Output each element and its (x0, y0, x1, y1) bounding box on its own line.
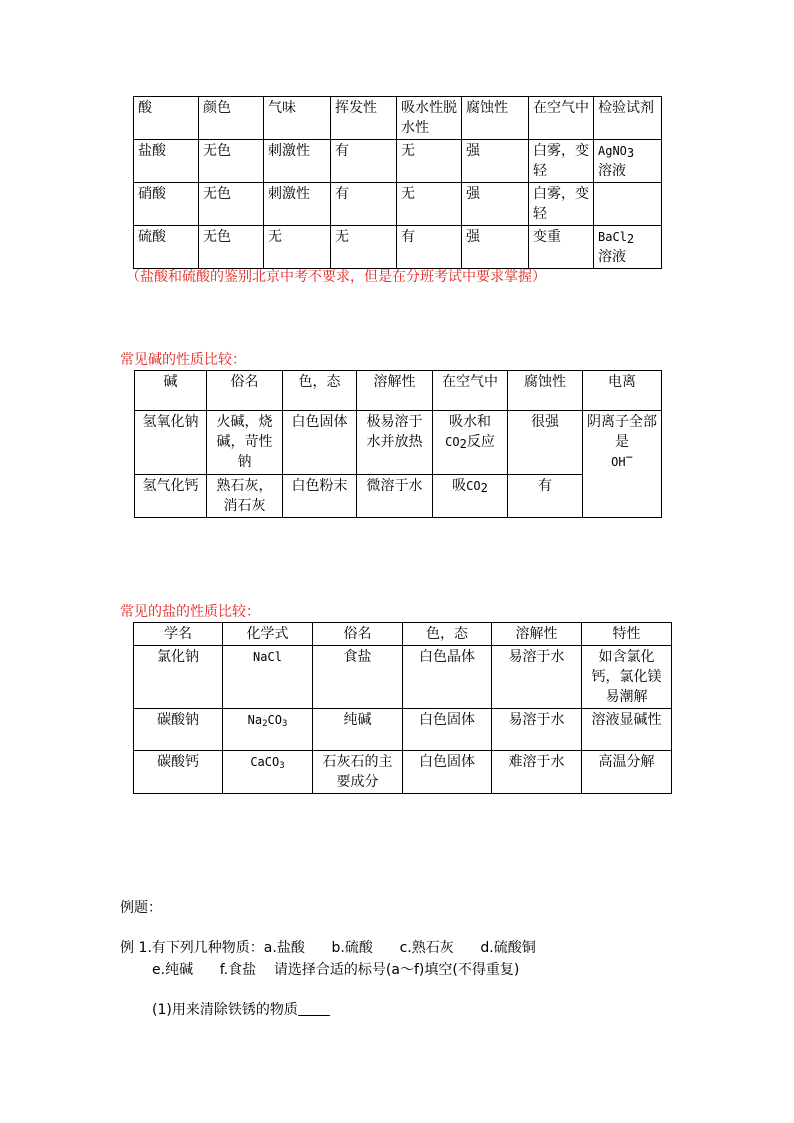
example-1-line-1: 例 1.有下列几种物质：a.盐酸 b.硫酸 c.熟石灰 d.硫酸铜 (120, 940, 536, 956)
salt-header: 特性 (582, 623, 672, 646)
formula-co2: CO (466, 479, 481, 493)
subscript: 2 (480, 481, 488, 495)
table-cell (433, 475, 508, 518)
table-cell: 极易溶于水并放热 (357, 411, 433, 475)
table-cell (594, 226, 662, 269)
salt-header: 化学式 (223, 623, 313, 646)
table-cell: 无色 (199, 183, 264, 226)
table-row (134, 751, 672, 794)
base-header-row (135, 371, 662, 411)
table-row (134, 140, 662, 183)
table-row (135, 411, 662, 475)
table-row (135, 475, 662, 518)
salt-header: 色，态 (403, 623, 492, 646)
table-row (134, 709, 672, 751)
formula-part: CaCO (250, 755, 280, 769)
subscript: 2 (459, 437, 467, 451)
base-header: 在空气中 (433, 371, 508, 411)
table-cell: 强 (462, 183, 529, 226)
acid-header: 在空气中 (529, 97, 594, 140)
table-cell: 氢气化钙 (135, 475, 207, 518)
acid-header: 挥发性 (331, 97, 397, 140)
ionization-text: 阴离子全部是 (587, 414, 657, 450)
base-section-title: 常见碱的性质比较： (120, 352, 246, 368)
acid-header: 检验试剂 (594, 97, 662, 140)
air-text-tail: 反应 (466, 434, 495, 450)
ionization-cell (583, 411, 662, 518)
table-cell: 白色固体 (403, 709, 492, 751)
table-row (134, 183, 662, 226)
table-cell: NaCl (223, 646, 313, 709)
table-cell: 高温分解 (582, 751, 672, 794)
table-cell: 溶液显碱性 (582, 709, 672, 751)
table-cell: 碳酸钠 (134, 709, 223, 751)
reagent-suffix: 溶液 (598, 249, 626, 265)
table-cell: 无 (264, 226, 331, 269)
subscript: 3 (279, 761, 285, 771)
table-cell: 硝酸 (134, 183, 199, 226)
table-cell: 无 (397, 140, 462, 183)
air-text: 吸 (452, 478, 467, 494)
table-cell: 刺激性 (264, 183, 331, 226)
table-cell: 无 (331, 226, 397, 269)
table-cell: 强 (462, 226, 529, 269)
acid-header: 腐蚀性 (462, 97, 529, 140)
subscript: 2 (262, 719, 268, 729)
reagent-suffix: 溶液 (598, 163, 626, 179)
salt-header: 俗名 (313, 623, 403, 646)
table-cell: 变重 (529, 226, 594, 269)
base-table (134, 370, 662, 518)
acid-header: 气味 (264, 97, 331, 140)
salt-section-title: 常见的盐的性质比较： (120, 604, 260, 620)
table-cell (433, 411, 508, 475)
table-cell: 白色固体 (403, 751, 492, 794)
table-cell: 硫酸 (134, 226, 199, 269)
table-cell: 白雾，变轻 (529, 183, 594, 226)
acid-header: 颜色 (199, 97, 264, 140)
table-cell: 强 (462, 140, 529, 183)
example-1-line-2: e.纯碱 f.食盐 请选择合适的标号(a～f)填空(不得重复) (152, 962, 520, 978)
base-header: 电离 (583, 371, 662, 411)
formula-agno3: AgNO (598, 144, 627, 158)
base-header: 溶解性 (357, 371, 433, 411)
table-cell: 无 (397, 183, 462, 226)
acid-header-row (134, 97, 662, 140)
formula-part: CO (267, 713, 282, 727)
table-cell: 有 (508, 475, 583, 518)
salt-header: 溶解性 (492, 623, 582, 646)
table-cell (223, 751, 313, 794)
table-cell: 氯化钠 (134, 646, 223, 709)
table-cell (594, 140, 662, 183)
acid-header: 酸 (134, 97, 199, 140)
table-cell: 盐酸 (134, 140, 199, 183)
formula-bacl2: BaCl (598, 230, 627, 244)
subscript: 3 (281, 719, 288, 729)
acid-header: 吸水性脱水性 (397, 97, 462, 140)
salt-table (133, 622, 672, 794)
table-cell: 易溶于水 (492, 646, 582, 709)
table-cell: 无色 (199, 226, 264, 269)
example-heading: 例题： (120, 900, 162, 916)
table-row (134, 646, 672, 709)
table-cell (223, 709, 313, 751)
formula-oh: OH (611, 455, 626, 469)
superscript: − (625, 450, 633, 464)
acid-table (133, 96, 662, 269)
table-row (134, 226, 662, 269)
table-cell (594, 183, 662, 226)
formula-part: Na (247, 713, 263, 727)
air-text: 吸水和 (449, 414, 491, 430)
base-header: 碱 (135, 371, 207, 411)
example-1-question-1 (152, 1000, 330, 1020)
table-cell: 火碱，烧碱，苛性钠 (207, 411, 283, 475)
salt-header: 学名 (134, 623, 223, 646)
table-cell: 纯碱 (313, 709, 403, 751)
answer-blank[interactable] (298, 1001, 330, 1016)
base-header: 腐蚀性 (508, 371, 583, 411)
table-cell: 无色 (199, 140, 264, 183)
table-cell: 刺激性 (264, 140, 331, 183)
table-cell: 白色晶体 (403, 646, 492, 709)
base-header: 俗名 (207, 371, 283, 411)
table-cell: 食盐 (313, 646, 403, 709)
table-cell: 白色固体 (283, 411, 357, 475)
table-cell: 熟石灰，消石灰 (207, 475, 283, 518)
question-text: (1)用来清除铁锈的物质 (152, 1002, 298, 1018)
table-cell: 有 (331, 140, 397, 183)
table-cell: 难溶于水 (492, 751, 582, 794)
table-cell: 白雾，变轻 (529, 140, 594, 183)
table-cell: 白色粉末 (283, 475, 357, 518)
table-cell: 氢氧化钠 (135, 411, 207, 475)
table-cell: 微溶于水 (357, 475, 433, 518)
table-cell: 很强 (508, 411, 583, 475)
subscript: 3 (626, 146, 635, 160)
base-header: 色，态 (283, 371, 357, 411)
table-cell: 如含氯化钙，氯化镁易潮解 (582, 646, 672, 709)
table-cell: 易溶于水 (492, 709, 582, 751)
formula-co2: CO (445, 435, 460, 449)
acid-note: （盐酸和硫酸的鉴别北京中考不要求，但是在分班考试中要求掌握） (126, 269, 546, 285)
subscript: 2 (626, 232, 635, 246)
table-cell: 碳酸钙 (134, 751, 223, 794)
table-cell: 石灰石的主要成分 (313, 751, 403, 794)
table-cell: 有 (397, 226, 462, 269)
salt-header-row (134, 623, 672, 646)
table-cell: 有 (331, 183, 397, 226)
